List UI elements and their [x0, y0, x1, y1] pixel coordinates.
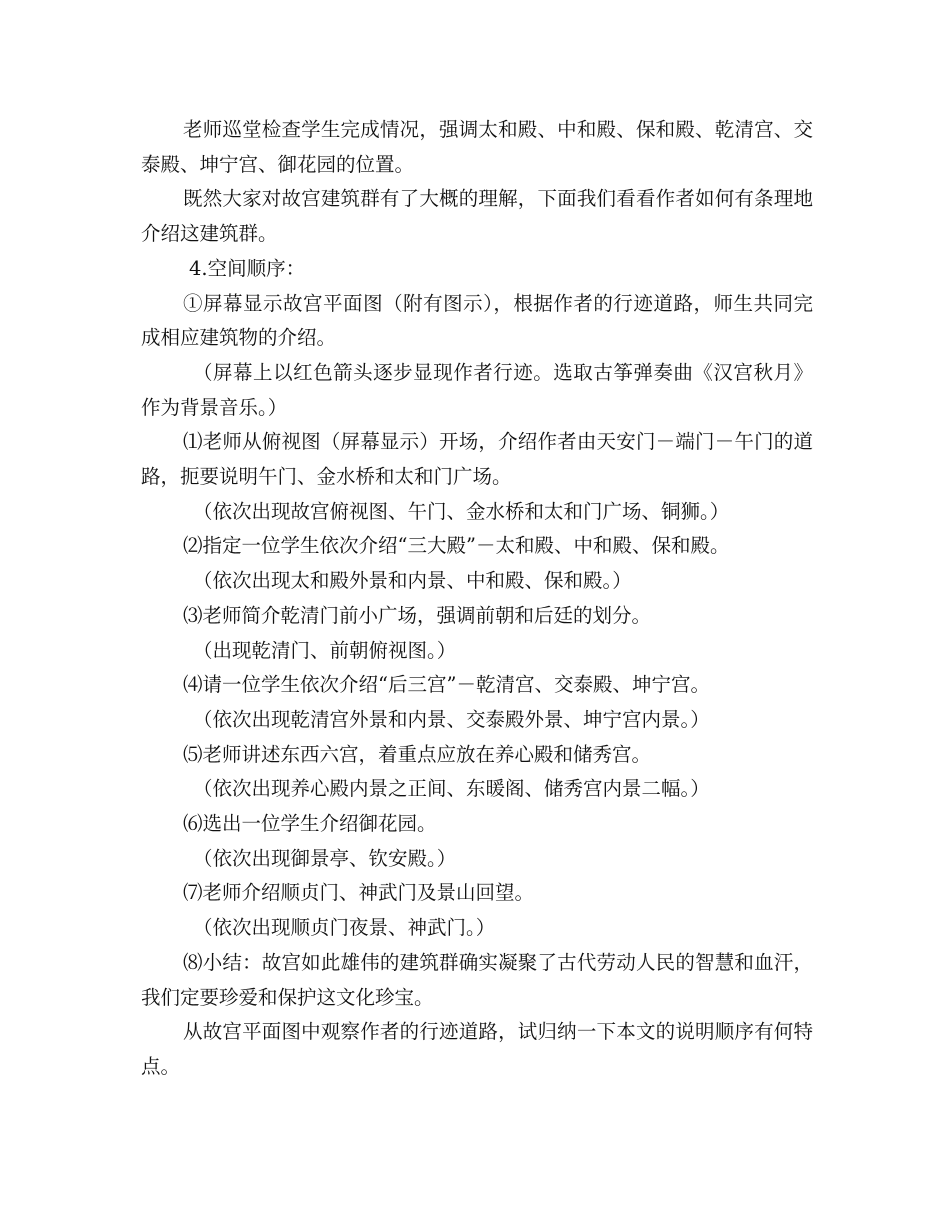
- paragraph-item-2: ⑵指定一位学生依次介绍“三大殿”－太和殿、中和殿、保和殿。: [183, 534, 730, 558]
- section-heading-spatial-order: 4.空间顺序：: [189, 256, 306, 280]
- paragraph-question: 从故宫平面图中观察作者的行迹道路，试归纳一下本文的说明顺序有何特点。: [141, 1020, 813, 1078]
- paragraph-note-5: （依次出现养心殿内景之正间、东暖阁、储秀宫内景二幅。）: [193, 777, 710, 801]
- paragraph-item-8-summary: ⑻小结：故宫如此雄伟的建筑群确实凝聚了古代劳动人民的智慧和血汗，我们定要珍爱和保护这文化珍宝。: [141, 950, 813, 1009]
- paragraph-note-red-arrows: （屏幕上以红色箭头逐步显现作者行迹。选取古筝弹奏曲《汉宫秋月》作为背景音乐。）: [141, 360, 813, 419]
- document-body: [141, 113, 813, 1085]
- paragraph-item-7: ⑺老师介绍顺贞门、神武门及景山回望。: [183, 881, 535, 905]
- paragraph-step-1-floor-plan: ①屏幕显示故宫平面图（附有图示），根据作者的行迹道路，师生共同完成相应建筑物的介绍。: [141, 291, 813, 350]
- paragraph-item-5: ⑸老师讲述东西六宫，着重点应放在养心殿和储秀宫。: [183, 742, 652, 766]
- paragraph-transition: 既然大家对故宫建筑群有了大概的理解，下面我们看看作者如何有条理地介绍这建筑群。: [141, 187, 813, 246]
- paragraph-note-2: （依次出现太和殿外景和内景、中和殿、保和殿。）: [193, 569, 632, 593]
- paragraph-item-6: ⑹选出一位学生介绍御花园。: [183, 812, 437, 836]
- paragraph-note-3: （出现乾清门、前朝俯视图。）: [193, 638, 457, 662]
- paragraph-note-7: （依次出现顺贞门夜景、神武门。）: [193, 916, 496, 940]
- paragraph-teacher-patrol: 老师巡堂检查学生完成情况，强调太和殿、中和殿、保和殿、乾清宫、交泰殿、坤宁宫、御花园的位置。: [141, 118, 813, 176]
- paragraph-note-1: （依次出现故宫俯视图、午门、金水桥和太和门广场、铜狮。）: [193, 499, 730, 523]
- paragraph-note-4: （依次出现乾清宫外景和内景、交泰殿外景、坤宁宫内景。）: [193, 707, 710, 731]
- paragraph-item-3: ⑶老师简介乾清门前小广场，强调前朝和后廷的划分。: [183, 603, 652, 627]
- paragraph-item-1: ⑴老师从俯视图（屏幕显示）开场，介绍作者由天安门－端门－午门的道路，扼要说明午门、金水桥和太和门广场。: [141, 430, 813, 489]
- paragraph-item-4: ⑷请一位学生依次介绍“后三宫”－乾清宫、交泰殿、坤宁宫。: [183, 673, 710, 697]
- paragraph-note-6: （依次出现御景亭、钦安殿。）: [193, 846, 457, 870]
